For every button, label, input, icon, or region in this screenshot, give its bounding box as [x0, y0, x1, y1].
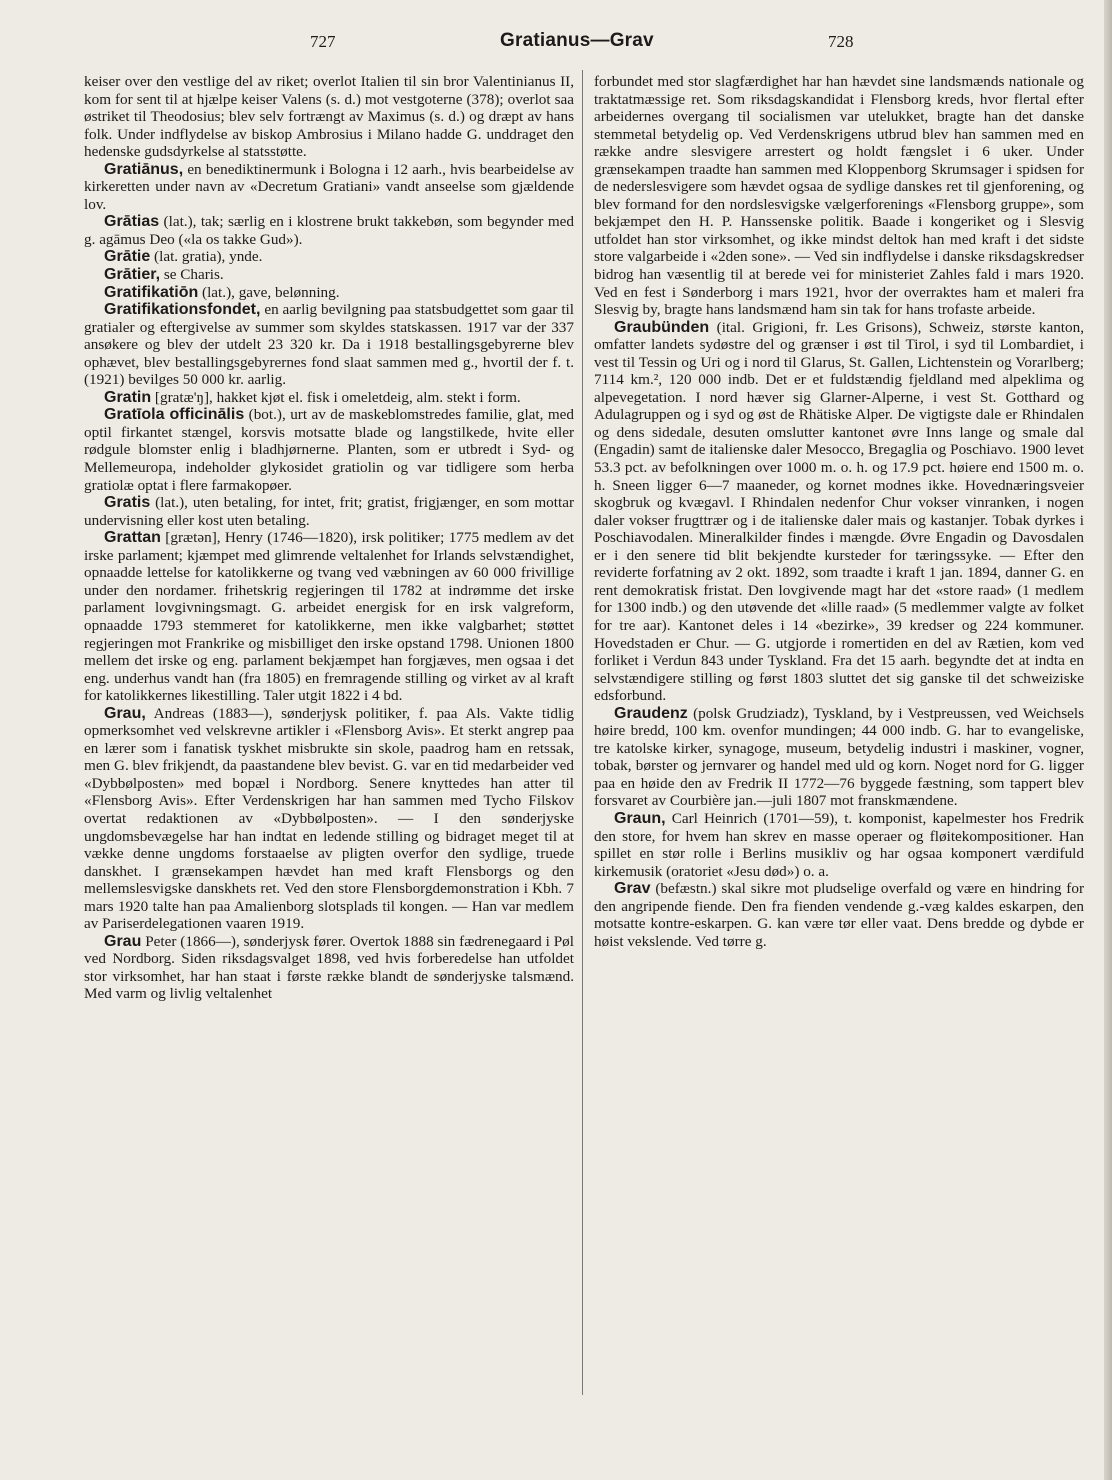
dictionary-entry: [594, 880, 1084, 950]
entry-headword: Grattan: [104, 529, 161, 547]
entry-headword: Grātier,: [104, 266, 161, 284]
entry-text: Peter (1866—), sønderjysk fører. Overtok 1888 sin fædrenegaard i Pøl ved Nordborg. Siden riksdagsvalget 1898, ved hvis forberedelse han utfoldet stor virksomhet, har han staat i første række blandt de sønderjyske talsmænd. Med varm og livlig veltalenhet: [84, 932, 574, 1003]
left-column: [84, 73, 574, 1003]
entry-text: Carl Heinrich (1701—59), t. komponist, kapelmester hos Fredrik den store, for hvem han skrev en masse operaer og fløitekompositioner. Han spillet en stør rolle i Berlins musikliv og har ogsaa komponert værdifuld kirkemusik (oratoriet «Jesu død») o. a.: [594, 809, 1084, 880]
entry-headword: Grav: [614, 880, 651, 898]
entry-headword: Graubünden: [614, 318, 710, 336]
column-divider: [582, 70, 583, 1395]
dictionary-entry: [594, 73, 1084, 319]
entry-headword: Graudenz: [614, 704, 688, 722]
entry-text: (polsk Grudziadz), Tyskland, by i Vestpreussen, ved Weichsels høire bredd, 100 km. ovenfor mundingen; 44 000 indb. G. har to evangeliske, tre katolske kirker, synagoge, museum, betydelig industri i maskiner, vogner, tobak, børster og jernvarer og handel med uld og korn. Noget nord for G. ligger paa en høide den av Fredrik II 1772—76 byggede fæstning, som tappert blev forsvaret av Courbière jan.—juli 1807 mot franskmændene.: [594, 704, 1084, 810]
entry-text: en aarlig bevilgning paa statsbudgettet som gaar til gratialer og eftergivelse av summer som skyldes statskassen. 1917 var der 337 ansøkere og blev der utdelt 23 320 kr. Da i 1918 bestallingsgebyrerne blev ophævet, blev bestallingsgebyrernes fond slaat sammen med g., hvortil der f. t. (1921) bevilges 50 000 kr. aarlig.: [84, 301, 574, 389]
dictionary-entry: [84, 389, 574, 407]
entry-headword: Gratifikationsfondet,: [104, 301, 261, 319]
entry-text: (befæstn.) skal sikre mot pludselige overfald og være en hindring for den angripende fiende. Den fra fienden vendende g.-væg kaldes eskarpen, den motsatte kontre-eskarpen. G. kan være tør eller vaat. Dens bredde og dybde er høist vekslende. Ved tørre g.: [594, 880, 1085, 950]
page-number-right: 728: [828, 32, 854, 51]
right-column: [594, 73, 1084, 950]
entry-text: Andreas (1883—), sønderjysk politiker, f. paa Als. Vakte tidlig opmerksomhet ved velskrevne artikler i «Flensborg Avis». Et sterkt angrep paa en lærer som i fanatisk tyskhet misbrukte sin skole, paadrog ham en retssak, men G. blev frikjendt, da paastandene blev bevist. G. var en tid medarbeider ved «Dybbølposten» med bopæl i Nordborg. Senere knyttedes han atter til «Flensborg Avis». Efter Verdenskrigen har han sammen med Tycho Filskov overtat redaktionen av «Dybbølposten». — I den sønderjyske ungdomsbevægelse har han indtat en ledende stilling og bidraget meget til at vække denne ungdoms forstaaelse av pligten overfor den sydlige, truede danskhet. I grænsekampen hævdet han med kraft Flensborgs og den mellemslesvigske danskhets ret. Ved den store Flensborgdemonstration i Kbh. 7 mars 1920 talte han paa Amalienborg slotsplads til kongen. — Han var medlem av Pariserdelegationen vaaren 1919.: [84, 704, 574, 933]
entry-headword: Grau,: [104, 704, 146, 722]
page-number-left: 727: [310, 32, 336, 51]
entry-headword: Gratifikatiōn: [104, 283, 199, 301]
entry-headword: Gratīola officinālis: [104, 406, 245, 424]
entry-headword: Gratiānus,: [104, 160, 184, 178]
entry-text: se Charis.: [163, 266, 224, 284]
dictionary-entry: [84, 248, 574, 266]
entry-text: forbundet med stor slagfærdighet har han hævdet sine landsmænds nationale og traktatmæssige ret. Som riksdagskandidat i Flensborg kreds, hvor flertal efter arbeidernes overgang til socialismen var utelukket, bragte han det danske stemmetal betydelig op. Ved Verdenskrigens utbrud blev han sammen med en række andre slesvigere arrestert og holdt fængslet i 6 uker. Under grænsekampen traadte han sammen med Kloppenborg Skrumsager i spidsen for de nederslesvigere som hævdet ogsaa de sydlige danskes ret til gjenforening, og blev formand for den nordslesvigske vælgerforenings «Flensborg gruppe», som bekjæmpet den H. P. Hanssenske politik. Baade i kongeriket og i Slesvig utfoldet han stor virksomhet, og ikke mindst deltok han med kraft i det sidste store valgarbeide i «2den sone». — Ved sin indflydelse i danske riksdagskredser bidrog han væsentlig til at berede vei for ministeriet Zahles fald i mars 1920. Ved en fest i Sønderborg i mars 1921, hvor der overraktes ham et maleri fra Slesvig by, bragte hans landsmænd ham sin tak for hans trofaste arbeide.: [594, 73, 1084, 319]
entry-headword: Gratis: [104, 494, 151, 512]
dictionary-entry: [84, 705, 574, 933]
dictionary-entry: [84, 213, 574, 248]
dictionary-entry: [84, 301, 574, 389]
dictionary-entry: [594, 319, 1084, 705]
dictionary-entry: [84, 161, 574, 214]
entry-text: (lat.), tak; særlig en i klostrene brukt takkebøn, som begynder med g. agāmus Deo («la os takke Gud»).: [84, 213, 574, 248]
entry-headword: Grau: [104, 932, 142, 950]
page-header: [0, 30, 1112, 58]
entry-text: (lat.), gave, belønning.: [202, 283, 340, 301]
entry-text: (bot.), urt av de maskeblomstredes familie, glat, med optil firkantet stængel, korsvis motsatte blade og langstilkede, hvite eller rødgule blomster enlig i bladhjørnerne. Planten, som er utbredt i Syd- og Mellemeuropa, indeholder glykosidet gratiolin og var tidligere som herba gratiolæ optat i flere farmakopøer.: [84, 406, 574, 494]
running-title: Gratianus—Grav: [500, 30, 654, 51]
dictionary-entry: [594, 810, 1084, 880]
entry-text: [grætən], Henry (1746—1820), irsk politiker; 1775 medlem av det irske parlament; kjæmpet med glimrende veltalenhet for Irlands selvstændighet, opnaadde lettelse for katolikkerne og tvang ved væbningen av 60 000 frivillige under den nordamer. frihetskrig regjeringen til 1782 at indrømme det irske parlament lovgivningsmagt. G. arbeidet energisk for en irsk valgreform, opnaadde 1793 stemmeret for katolikkerne, men ikke valgbarhet; støttet regjeringen mot Frankrike og misbilliget den irske opstand 1798. Unionen 1800 mellem det irske og eng. parlament bekjæmpet han forgjæves, men ogsaa i det eng. underhus vandt han (fra 1805) en fremragende stilling og virket av al kraft for katolikkernes likestilling. Taler utgit 1822 i 4 bd.: [84, 529, 575, 705]
entry-text: (lat.), uten betaling, for intet, frit; gratist, frigjænger, en som mottar undervisning eller kost uten betaling.: [84, 494, 574, 529]
entry-text: (ital. Grigioni, fr. Les Grisons), Schweiz, største kanton, omfatter landets sydøstre del og grænser i øst til Tirol, i syd til Lombardiet, i vest til Tessin og Uri og i nord til Glarus, St. Gallen, Lichtenstein og Vorarlberg; 7114 km.², 120 000 indb. Det er et fuldstændig fjeldland med alpeklima og alpevegetation. I nord hæver sig Glarner-Alperne, i vest St. Gotthard og Adulagruppen og i syd og øst de Rhätiske Alper. De vigtigste dale er Rhindalen og dens sidedale, desuten omslutter kantonet øvre Inns lange og smale dal (Engadin) samt de italienske daler Mesocco, Bregaglia og Poschiavo. 1900 levet 53.3 pct. av befolkningen over 1000 m. o. h. og 17.9 pct. høiere end 1500 m. o. h. Sneen ligger 6—7 maaneder, og kornet modnes ikke. Hovednæringsveier skogbruk og kvægavl. I Rhindalen nedenfor Chur vokser vinranken, i nogen daler vokser frugttrær og i de italienske daler mais og kastanjer. Tobak dyrkes i Poschiavodalen. Mineralkilder findes i mængde. Øvre Engadin og Davosdalen er i den senere tid blit bekjendte kursteder for tæringssyke. — Efter den reviderte forfatning av 2 okt. 1892, som traadte i kraft 1 jan. 1894, danner G. en rent demokratisk fristat. Den lovgivende magt har det «store raad» (1 medlem for 1300 indb.) og den utøvende det «lille raad» (5 medlemmer valgte av folket for tre aar). Kantonet deles i 14 «bezirke», 39 kredser og 224 kommuner. Hovedstaden er Chur. — G. utgjorde i romertiden en del av Rætien, kom ved forliket i Verdun 843 under Tyskland. Fra det 15 aarh. begyndte det at indta en selvstændigere stilling og først 1803 sluttet det sig ganske til det schweiziske edsforbund.: [594, 318, 1084, 705]
dictionary-entry: [84, 266, 574, 284]
page-edge: [1104, 0, 1112, 1480]
entry-text: (lat. gratia), ynde.: [154, 248, 263, 266]
entry-headword: Grātie: [104, 248, 151, 266]
dictionary-entry: [84, 284, 574, 302]
dictionary-entry: [84, 933, 574, 1003]
entry-text: [gratæ'ŋ], hakket kjøt el. fisk i omeletdeig, alm. stekt i form.: [154, 388, 521, 406]
entry-headword: Graun,: [614, 809, 666, 827]
entry-headword: Grātias: [104, 213, 160, 231]
entry-headword: Gratin: [104, 388, 152, 406]
entry-text: en benediktinermunk i Bologna i 12 aarh., hvis bearbeidelse av kirkeretten under navn av «Decretum Gratiani» vandt anseelse som gjældende lov.: [84, 160, 575, 213]
dictionary-entry: [594, 705, 1084, 810]
dictionary-entry: [84, 494, 574, 529]
dictionary-entry: [84, 529, 574, 704]
entry-text: keiser over den vestlige del av riket; overlot Italien til sin bror Valentinianus II, kom for sent til at hjælpe keiser Valens (s. d.) mot vestgoterne (378); overlot saa østriket til Theodosius; blev selv fortrængt av Maximus (s. d.) og dræpt av hans folk. Under indflydelse av biskop Ambrosius i Milano hadde G. unddraget den hedenske gudsdyrkelse al statsstøtte.: [84, 73, 574, 161]
dictionary-entry: [84, 406, 574, 494]
dictionary-entry: [84, 73, 574, 161]
